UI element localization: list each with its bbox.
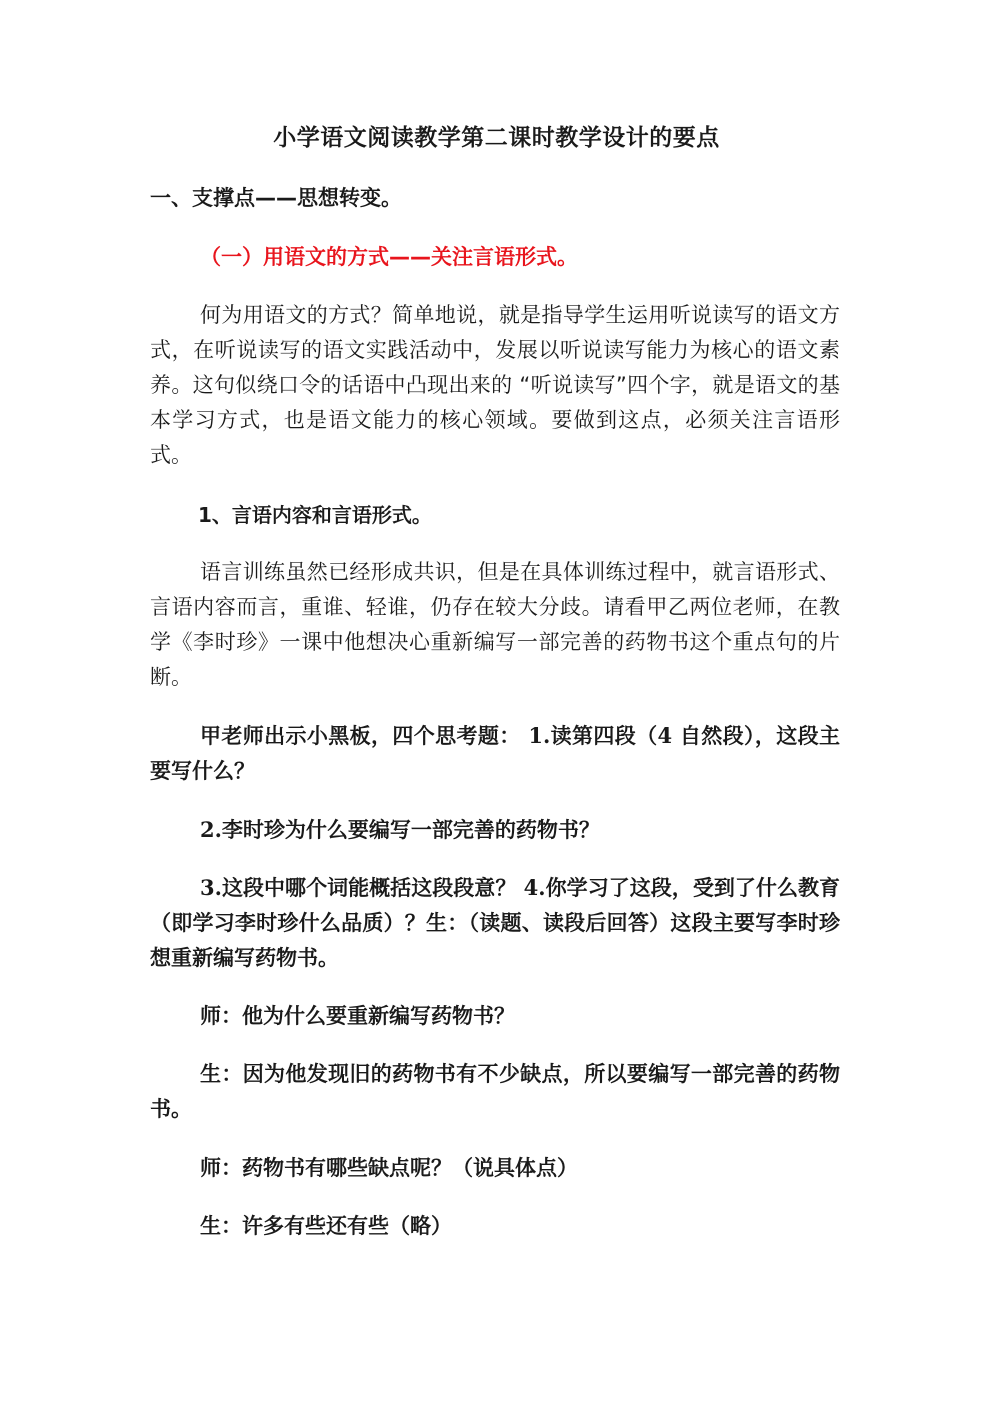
- subsection-heading: （一）用语文的方式——关注言语形式。: [200, 245, 578, 269]
- point-heading: 1、言语内容和言语形式。: [198, 503, 432, 527]
- dialogue-paragraph: 2.李时珍为什么要编写一部完善的药物书？: [200, 817, 600, 842]
- dialogue-paragraph: 甲老师出示小黑板，四个思考题： 1.读第四段（4 自然段），这段主要写什么？: [150, 723, 840, 783]
- section-heading: 一、支撑点——思想转变。: [150, 186, 402, 210]
- dialogue-paragraph: 生：因为他发现旧的药物书有不少缺点，所以要编写一部完善的药物书。: [150, 1061, 840, 1121]
- dialogue-paragraph: 师：他为什么要重新编写药物书？: [200, 1003, 515, 1028]
- document-title: 小学语文阅读教学第二课时教学设计的要点: [273, 125, 720, 151]
- body-paragraph: 语言训练虽然已经形成共识，但是在具体训练过程中，就言语形式、言语内容而言，重谁、轻谁，仍存在较大分歧。请看甲乙两位老师，在教学《李时珍》一课中他想决心重新编写一部完善的药物书这个重点句的片断。: [150, 560, 840, 689]
- dialogue-paragraph: 3.这段中哪个词能概括这段段意？ 4.你学习了这段，受到了什么教育（即学习李时珍什么品质）？生：（读题、读段后回答）这段主要写李时珍想重新编写药物书。: [150, 875, 840, 970]
- body-paragraph: 何为用语文的方式？简单地说，就是指导学生运用听说读写的语文方式，在听说读写的语文实践活动中，发展以听说读写能力为核心的语文素养。这句似绕口令的话语中凸现出来的 “听说读写”四个字，就是语文的基本学习方式，也是语文能力的核心领域。要做到这点，必须关注言语形式。: [150, 303, 840, 467]
- dialogue-paragraph: 生：许多有些还有些（略）: [200, 1213, 452, 1238]
- dialogue-paragraph: 师：药物书有哪些缺点呢？（说具体点）: [200, 1155, 578, 1180]
